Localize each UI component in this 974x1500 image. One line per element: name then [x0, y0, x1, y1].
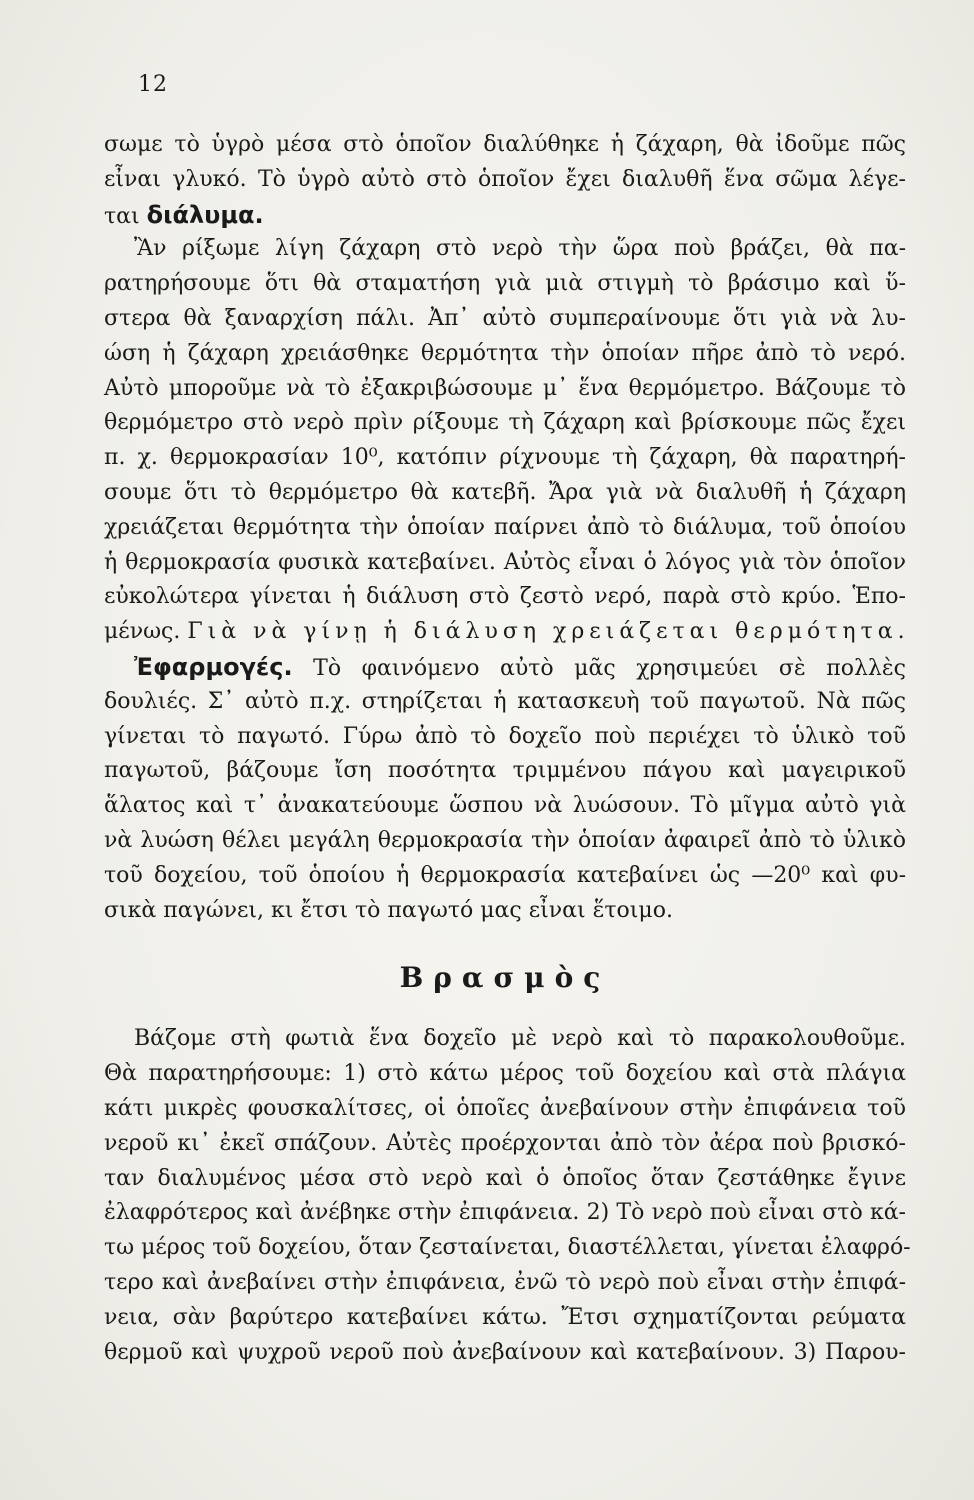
- text-line: γίνεται τὸ παγωτό. Γύρω ἀπὸ τὸ δοχεῖο ποὺ περιέχει τὸ ὑλικὸ τοῦ: [104, 723, 906, 749]
- paragraph-sugar-experiment: [104, 232, 910, 650]
- text-line: ἐλαφρότερος καὶ ἀνέβηκε στὴν ἐπιφάνεια. 2) Τὸ νερὸ ποὺ εἶναι στὸ κά-: [104, 1200, 906, 1226]
- text-line: ώση ἡ ζάχαρη χρειάσθηκε θερμότητα τὴν ὁποίαν πῆρε ἀπὸ τὸ νερό.: [104, 340, 906, 366]
- paragraph-solution: [104, 128, 906, 232]
- text-line: ταν διαλυμένος μέσα στὸ νερὸ καὶ ὁ ὁποῖος ὅταν ζεστάθηκε ἔγινε: [104, 1165, 906, 1191]
- text-line: θερμόμετρο στὸ νερὸ πρὶν ρίξουμε τὴ ζάχαρη καὶ βρίσκουμε πῶς ἔχει: [104, 410, 906, 436]
- text-line: Βάζομε στὴ φωτιὰ ἕνα δοχεῖο μὲ νερὸ καὶ τὸ παρακολουθοῦμε.: [134, 1026, 906, 1052]
- text-line: [104, 615, 910, 650]
- section-heading-boiling: Βρασμὸς: [399, 961, 611, 995]
- text-line: κάτι μικρὲς φουσκαλίτσες, οἱ ὁποῖες ἀνεβαίνουν στὴν ἐπιφάνεια τοῦ: [104, 1095, 906, 1121]
- text-line: ρατηρήσουμε ὅτι θὰ σταματήση γιὰ μιὰ στιγμὴ τὸ βράσιμο καὶ ὕ-: [104, 271, 906, 297]
- text-line: Ἂν ρίξωμε λίγη ζάχαρη στὸ νερὸ τὴν ὥρα ποὺ βράζει, θὰ πα-: [134, 236, 906, 262]
- text-line: σωμε τὸ ὑγρὸ μέσα στὸ ὁποῖον διαλύθηκε ἡ ζάχαρη, θὰ ἰδοῦμε πῶς: [104, 132, 906, 157]
- text-line: τερο καὶ ἀνεβαίνει στὴν ἐπιφάνεια, ἐνῶ τὸ νερὸ ποὺ εἶναι στὴν ἐπιφά-: [104, 1269, 906, 1295]
- text-line: τοῦ δοχείου, τοῦ ὁποίου ἡ θερμοκρασία κατεβαίνει ὡς —20⁰ καὶ φυ-: [104, 862, 906, 888]
- spaced-conclusion: Γιὰ νὰ γίνῃ ἡ διάλυση χρειάζεται θερμότητα.: [187, 619, 910, 645]
- term-applications: Ἐφαρμογές.: [134, 652, 293, 681]
- text-line: χρειάζεται θερμότητα τὴν ὁποίαν παίρνει ἀπὸ τὸ διάλυμα, τοῦ ὁποίου: [104, 514, 906, 540]
- text-line: νὰ λυώση θέλει μεγάλη θερμοκρασία τὴν ὁποίαν ἀφαιρεῖ ἀπὸ τὸ ὑλικὸ: [104, 827, 906, 853]
- text-line: στερα θὰ ξαναρχίση πάλι. Ἀπ᾽ αὐτὸ συμπεραίνουμε ὅτι γιὰ νὰ λυ-: [104, 305, 906, 331]
- paragraph-boiling: [104, 1022, 911, 1370]
- text-line: θερμοῦ καὶ ψυχροῦ νεροῦ ποὺ ἀνεβαίνουν καὶ κατεβαίνουν. 3) Παρου-: [104, 1339, 906, 1365]
- text-line: εὐκολώτερα γίνεται ἡ διάλυση στὸ ζεστὸ νερό, παρὰ στὸ κρύο. Ἑπο-: [104, 584, 906, 610]
- text-line: Θὰ παρατηρήσουμε: 1) στὸ κάτω μέρος τοῦ δοχείου καὶ στὰ πλάγια: [104, 1061, 906, 1087]
- text-line: σικὰ παγώνει, κι ἔτσι τὸ παγωτό μας εἶναι ἕτοιμο.: [104, 897, 673, 923]
- text-fragment: ται: [104, 203, 147, 229]
- text-line: νεια, σὰν βαρύτερο κατεβαίνει κάτω. Ἔτσι σχηματίζονται ρεύματα: [104, 1304, 906, 1330]
- text-fragment: μένως.: [104, 619, 188, 645]
- text-line: σουμε ὅτι τὸ θερμόμετρο θὰ κατεβῆ. Ἄρα γιὰ νὰ διαλυθῆ ἡ ζάχαρη: [104, 479, 906, 505]
- text-line: [104, 650, 906, 685]
- text-fragment: Τὸ φαινόμενο αὐτὸ μᾶς χρησιμεύει σὲ πολλὲς: [292, 655, 906, 681]
- term-solution: διάλυμα.: [146, 200, 264, 229]
- paragraph-applications: [104, 650, 906, 928]
- text-line: παγωτοῦ, βάζουμε ἴση ποσότητα τριμμένου πάγου καὶ μαγειρικοῦ: [104, 758, 906, 784]
- text-line: τω μέρος τοῦ δοχείου, ὅταν ζεσταίνεται, διαστέλλεται, γίνεται ἐλαφρό-: [104, 1235, 911, 1261]
- text-line: εἶναι γλυκό. Τὸ ὑγρὸ αὐτὸ στὸ ὁποῖον ἔχει διαλυθῆ ἕνα σῶμα λέγε-: [104, 166, 906, 192]
- text-line: ἅλατος καὶ τ᾽ ἀνακατεύουμε ὥσπου νὰ λυώσουν. Τὸ μῖγμα αὐτὸ γιὰ: [104, 793, 906, 819]
- text-line: νεροῦ κι᾽ ἐκεῖ σπάζουν. Αὐτὲς προέρχονται ἀπὸ τὸν ἀέρα ποὺ βρισκό-: [104, 1130, 906, 1156]
- text-line: π. χ. θερμοκρασίαν 10⁰, κατόπιν ρίχνουμε τὴ ζάχαρη, θὰ παρατηρή-: [104, 445, 906, 471]
- text-line: δουλιές. Σ᾽ αὐτὸ π.χ. στηρίζεται ἡ κατασκευὴ τοῦ παγωτοῦ. Νὰ πῶς: [104, 688, 906, 714]
- page-number: 12: [138, 72, 168, 97]
- text-line: ἡ θερμοκρασία φυσικὰ κατεβαίνει. Αὐτὸς εἶναι ὁ λόγος γιὰ τὸν ὁποῖον: [104, 549, 906, 575]
- body-text: [104, 128, 911, 1370]
- text-line: Αὐτὸ μποροῦμε νὰ τὸ ἐξακριβώσουμε μ᾽ ἕνα θερμόμετρο. Βάζουμε τὸ: [104, 375, 906, 401]
- text-line: [104, 198, 906, 233]
